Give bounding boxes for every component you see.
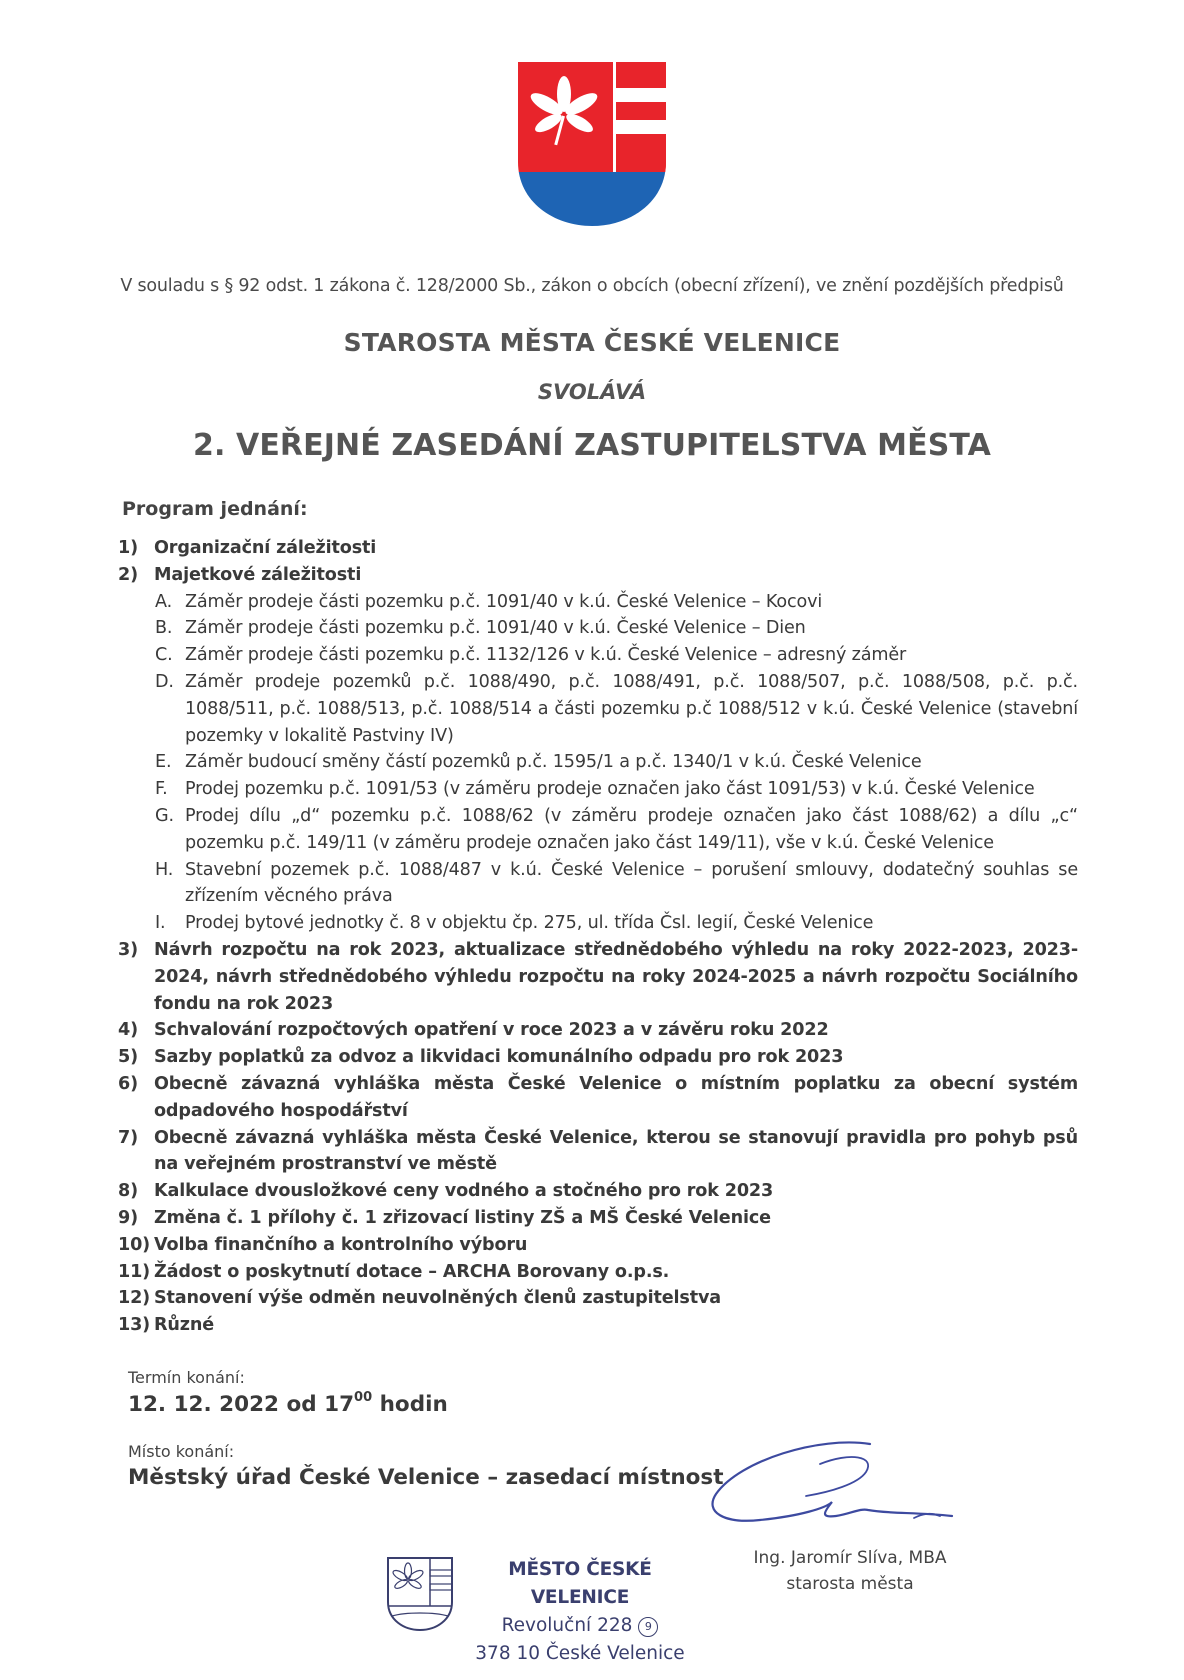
agenda-item-text: Schvalování rozpočtových opatření v roce 2023 a v závěru roku 2022: [154, 1020, 829, 1041]
agenda-item: [118, 1071, 1078, 1125]
stamp-street: Revoluční 228: [501, 1615, 633, 1636]
date-label: Termín konání:: [128, 1368, 245, 1387]
agenda-item-text: Žádost o poskytnutí dotace – ARCHA Borovany o.p.s.: [154, 1261, 670, 1282]
agenda-item: [118, 1044, 1078, 1071]
agenda-item-text: Změna č. 1 přílohy č. 1 zřizovací listiny ZŠ a MŠ České Velenice: [154, 1207, 771, 1228]
agenda-subitem-letter: A.: [155, 591, 173, 612]
agenda-subitem-letter: I.: [155, 913, 166, 934]
agenda-subitem-letter: F.: [155, 779, 168, 800]
mayor-title: STAROSTA MĚSTA ČESKÉ VELENICE: [343, 328, 841, 357]
agenda-item: [118, 1285, 1078, 1312]
signer-block: [740, 1545, 960, 1597]
legal-basis: V souladu s § 92 odst. 1 zákona č. 128/2000 Sb., zákon o obcích (obecní zřízení), ve znění pozdějších předpisů: [120, 276, 1064, 296]
stamp-title: MĚSTO ČESKÉ VELENICE: [508, 1559, 652, 1608]
agenda-item-number: 1): [118, 538, 138, 558]
agenda-subitem-text: Záměr prodeje části pozemku p.č. 1132/126 v k.ú. České Velenice – adresný záměr: [185, 645, 907, 666]
agenda-subitem-text: Prodej bytové jednotky č. 8 v objektu čp. 275, ul. třída Čsl. legií, České Velenice: [185, 913, 874, 934]
agenda-item-number: 8): [118, 1181, 138, 1202]
agenda-subitem: [155, 910, 1078, 937]
city-coat-of-arms: [518, 62, 666, 226]
agenda-item-number: 4): [118, 1020, 138, 1041]
agenda-subitem-letter: E.: [155, 752, 172, 773]
agenda-subitem-text: Prodej dílu „d“ pozemku p.č. 1088/62 (v záměru prodeje označen jako část 1088/62) a dílu „c“ pozemku p.č. 149/11 (v záměru prodeje označen jako část 149/11), vše v k.ú. České Velenice: [185, 805, 1078, 853]
agenda-subitem: [155, 615, 1078, 642]
agenda-item: [118, 1312, 1078, 1339]
agenda-subitem-text: Záměr budoucí směny částí pozemků p.č. 1595/1 a p.č. 1340/1 v k.ú. České Velenice: [185, 752, 922, 773]
agenda-item-text: Obecně závazná vyhláška města České Velenice o místním poplatku za obecní systém odpadového hospodářství: [154, 1073, 1078, 1121]
agenda-item-text: Stanovení výše odměn neuvolněných členů zastupitelstva: [154, 1288, 722, 1309]
signer-name: Ing. Jaromír Slíva, MBA: [753, 1548, 947, 1568]
agenda-item-text: Návrh rozpočtu na rok 2023, aktualizace střednědobého výhledu na roky 2022-2023, 2023-2024, návrh střednědobého výhledu rozpočtu na roky 2024-2025 a návrh rozpočtu Sociálního fondu na rok 2023: [154, 939, 1078, 1014]
signer-role: starosta města: [786, 1574, 914, 1594]
agenda-item-text: Volba finančního a kontrolního výboru: [154, 1234, 528, 1255]
agenda-item: [118, 1259, 1078, 1286]
agenda-item-number: 2): [118, 564, 138, 585]
mayor-signature: [700, 1432, 980, 1540]
agenda-item: [118, 1232, 1078, 1259]
agenda-list: [118, 535, 1078, 1339]
stamp-number-badge: 9: [638, 1617, 658, 1637]
agenda-subitem-letter: H.: [155, 859, 174, 880]
agenda-subitem-text: Záměr prodeje části pozemku p.č. 1091/40 v k.ú. České Velenice – Dien: [185, 618, 806, 639]
agenda-item-text: Sazby poplatků za odvoz a likvidaci komunálního odpadu pro rok 2023: [154, 1047, 844, 1068]
meeting-date-main: 12. 12. 2022 od 17: [128, 1392, 355, 1418]
agenda-subitem-text: Prodej pozemku p.č. 1091/53 (v záměru prodeje označen jako část 1091/53) v k.ú. České Velenice: [185, 779, 1035, 800]
agenda-item-number: 7): [118, 1127, 138, 1148]
agenda-subitem: [155, 749, 1078, 776]
convenes-heading: SVOLÁVÁ: [537, 380, 647, 404]
agenda-subitem: [155, 803, 1078, 857]
agenda-item-number: 11): [118, 1261, 151, 1282]
agenda-item: [118, 535, 1078, 562]
agenda-item-number: 5): [118, 1047, 138, 1068]
agenda-item: [118, 1017, 1078, 1044]
place-label: Místo konání:: [128, 1442, 235, 1461]
official-stamp: [460, 1556, 700, 1668]
agenda-subitem: [155, 857, 1078, 911]
agenda-subitem-letter: D.: [155, 671, 174, 692]
agenda-item-number: 10): [118, 1234, 151, 1255]
agenda-item-text: Různé: [154, 1315, 215, 1336]
agenda-subitem-letter: C.: [155, 645, 173, 666]
agenda-item-text: Kalkulace dvousložkové ceny vodného a stočného pro rok 2023: [154, 1181, 774, 1202]
agenda-subitem-text: Stavební pozemek p.č. 1088/487 v k.ú. České Velenice – porušení smlouvy, dodatečný souhlas se zřízením věcného práva: [185, 859, 1078, 907]
agenda-item: [118, 1125, 1078, 1179]
agenda-item-number: 12): [118, 1288, 151, 1309]
agenda-subitem-letter: B.: [155, 618, 173, 639]
agenda-item-text: Obecně závazná vyhláška města České Velenice, kterou se stanovují pravidla pro pohyb psů na veřejném prostranství ve městě: [154, 1127, 1078, 1175]
agenda-item-number: 13): [118, 1315, 151, 1336]
agenda-item: [118, 562, 1078, 589]
agenda-subitem: [155, 642, 1078, 669]
agenda-subitem: [155, 589, 1078, 616]
agenda-item: [118, 1178, 1078, 1205]
stamp-street-line: [460, 1612, 700, 1640]
agenda-subitem-text: Záměr prodeje části pozemku p.č. 1091/40 v k.ú. České Velenice – Kocovi: [185, 591, 823, 612]
agenda-item: [118, 937, 1078, 1017]
agenda-item-text: Majetkové záležitosti: [154, 564, 362, 585]
program-heading: Program jednání:: [122, 498, 308, 520]
agenda-item-number: 6): [118, 1073, 138, 1094]
session-title: 2. VEŘEJNÉ ZASEDÁNÍ ZASTUPITELSTVA MĚSTA: [193, 428, 991, 463]
stamp-city: 378 10 České Velenice: [475, 1643, 685, 1664]
agenda-subitem-letter: G.: [155, 805, 174, 826]
meeting-date-suffix: hodin: [372, 1392, 448, 1418]
stamp-coat-of-arms: [386, 1556, 454, 1632]
agenda-subitem-text: Záměr prodeje pozemků p.č. 1088/490, p.č. 1088/491, p.č. 1088/507, p.č. 1088/508, p.č. p.č. 1088/511, p.č. 1088/513, p.č. 1088/514 a části pozemku p.č 1088/512 v k.ú. České Velenice (stavební pozemky v lokalitě Pastviny IV): [185, 671, 1078, 746]
meeting-date-minutes: 00: [354, 1390, 373, 1405]
agenda-item-number: 9): [118, 1207, 138, 1228]
agenda-subitem: [155, 669, 1078, 749]
agenda-item-number: 3): [118, 939, 138, 960]
agenda-subitem: [155, 776, 1078, 803]
meeting-date: [128, 1392, 448, 1417]
meeting-place: Městský úřad České Velenice – zasedací místnost: [128, 1465, 724, 1490]
agenda-item-text: Organizační záležitosti: [154, 538, 377, 558]
agenda-item: [118, 1205, 1078, 1232]
